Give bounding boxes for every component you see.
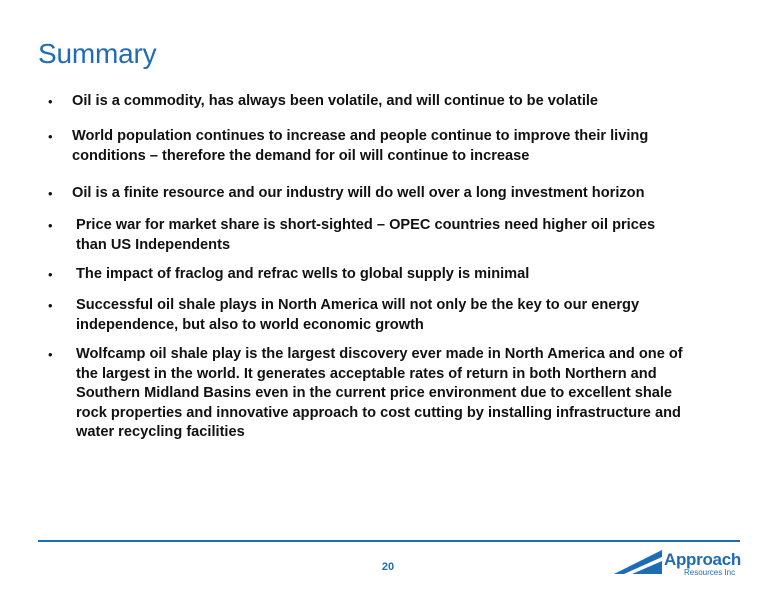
bullet-line: independence, but also to world economic growth <box>76 316 424 333</box>
mountain-triangle-icon <box>614 548 664 574</box>
bullet-dot: • <box>48 129 53 144</box>
bullet-text <box>72 184 645 204</box>
bullet-text <box>76 216 655 255</box>
bullet-line: conditions – therefore the demand for oil will continue to increase <box>72 147 530 164</box>
bullet-dot: • <box>48 94 53 109</box>
bullet-line: Oil is a finite resource and our industry will do well over a long investment horizon <box>72 185 645 201</box>
bullet-line: Successful oil shale plays in North America will not only be the key to our energy <box>76 297 640 313</box>
bullet-dot: • <box>48 347 53 362</box>
bullet-text <box>76 296 639 335</box>
bullet-line: Southern Midland Basins even in the current price environment due to excellent shale <box>76 385 673 402</box>
logo-subtitle: Resources Inc <box>684 568 736 577</box>
bullet-text <box>72 92 598 112</box>
bullet-line: than US Independents <box>76 236 231 253</box>
bullet-line: water recycling facilities <box>76 424 245 441</box>
bullet-line: Wolfcamp oil shale play is the largest discovery ever made in North America and one of <box>76 346 683 362</box>
bullet-line: the largest in the world. It generates acceptable rates of return in both Northern and <box>76 365 657 382</box>
company-logo <box>614 548 744 580</box>
bullet-line: rock properties and innovative approach to cost cutting by installing infrastructure and <box>76 404 681 421</box>
bullet-line: The impact of fraclog and refrac wells to global supply is minimal <box>76 266 530 282</box>
bullet-dot: • <box>48 218 53 233</box>
bullet-line: Oil is a commodity, has always been volatile, and will continue to be volatile <box>72 93 599 109</box>
bullet-line: Price war for market share is short-sighted – OPEC countries need higher oil prices <box>76 217 656 233</box>
logo-name: Approach <box>664 550 741 569</box>
bullet-dot: • <box>48 186 53 201</box>
bullet-text <box>72 127 648 166</box>
footer-divider <box>38 540 740 542</box>
bullet-text <box>76 345 683 443</box>
bullet-line: World population continues to increase and people continue to improve their living <box>72 128 649 144</box>
bullet-dot: • <box>48 298 53 313</box>
bullet-text <box>76 265 529 285</box>
slide-title: Summary <box>38 38 157 69</box>
page-number: 20 <box>381 561 395 573</box>
bullet-dot: • <box>48 267 53 282</box>
